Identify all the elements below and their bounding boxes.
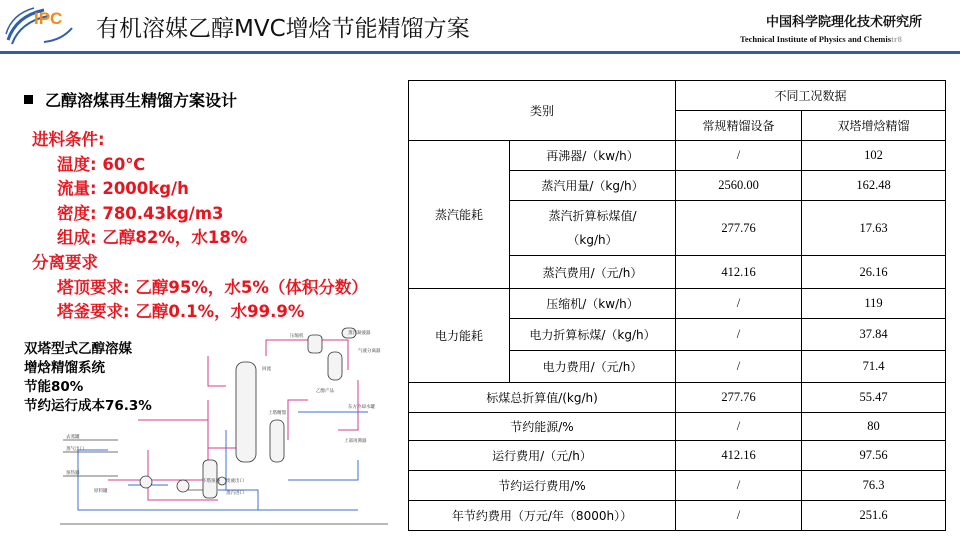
row-label: 蒸汽折算标煤值/（kg/h） bbox=[510, 201, 676, 256]
group-steam: 蒸汽能耗 bbox=[409, 141, 510, 289]
organization-name-cn: 中国科学院理化技术研究所 bbox=[765, 15, 922, 30]
separation-heading: 分离要求 bbox=[32, 252, 98, 272]
feed-conditions bbox=[32, 128, 368, 325]
row-label: 节约能源/% bbox=[409, 413, 676, 441]
diagram-label: 东方冷却水罐 bbox=[348, 405, 375, 410]
feed-composition: 组成: 乙醇82%，水18% bbox=[57, 228, 248, 248]
cell-mvc: 251.6 bbox=[802, 501, 946, 531]
cell-conventional: 2560.00 bbox=[676, 171, 802, 201]
diagram-label: 蒸气出口 bbox=[66, 447, 84, 452]
diagram-label: 去蒸罐 bbox=[66, 435, 80, 440]
diagram-label: 蒸汽凝液器 bbox=[348, 331, 371, 336]
row-label: 蒸汽费用/（元/h） bbox=[510, 256, 676, 289]
diagram-label: 上塔精馏 bbox=[268, 411, 286, 416]
summary-line: 节能80% bbox=[24, 379, 84, 395]
header-group: 不同工况数据 bbox=[676, 81, 946, 111]
header-divider bbox=[0, 51, 960, 54]
diagram-label: 下塔预热 bbox=[202, 479, 220, 484]
cell-conventional: 277.76 bbox=[676, 383, 802, 413]
row-label: 压缩机/（kw/h） bbox=[510, 289, 676, 319]
cell-conventional: / bbox=[676, 289, 802, 319]
bottom-requirement: 塔釜要求: 乙醇0.1%，水99.9% bbox=[57, 302, 305, 322]
cell-mvc: 37.84 bbox=[802, 319, 946, 351]
header-category: 类别 bbox=[409, 81, 676, 141]
section-title bbox=[24, 88, 237, 111]
cell-conventional: / bbox=[676, 319, 802, 351]
row-label: 运行费用/（元/h） bbox=[409, 441, 676, 471]
feed-density: 密度: 780.43kg/m3 bbox=[57, 203, 224, 223]
summary-line: 节约运行成本76.3% bbox=[24, 398, 152, 414]
cell-mvc: 71.4 bbox=[802, 351, 946, 383]
row-label: 标煤总折算值/(kg/h) bbox=[409, 383, 676, 413]
summary-line: 双塔型式乙醇溶媒 bbox=[24, 341, 132, 357]
system-summary bbox=[24, 340, 152, 416]
feed-temperature: 温度: 60℃ bbox=[57, 154, 146, 174]
comparison-table bbox=[408, 80, 946, 531]
feed-heading: 进料条件: bbox=[32, 130, 105, 149]
header-col-mvc: 双塔增焓精馏 bbox=[802, 111, 946, 141]
row-label: 电力折算标煤/（kg/h） bbox=[510, 319, 676, 351]
cell-mvc: 76.3 bbox=[802, 471, 946, 501]
top-requirement: 塔顶要求: 乙醇95%，水5%（体积分数） bbox=[57, 277, 368, 297]
diagram-label: 气液分离器 bbox=[358, 349, 381, 354]
diagram-label: 乙醇产品 bbox=[316, 389, 334, 394]
group-power: 电力能耗 bbox=[409, 289, 510, 383]
cell-mvc: 26.16 bbox=[802, 256, 946, 289]
cell-conventional: 412.16 bbox=[676, 441, 802, 471]
diagram-label: 原料罐 bbox=[94, 489, 108, 494]
cell-conventional: / bbox=[676, 501, 802, 531]
cell-mvc: 80 bbox=[802, 413, 946, 441]
diagram-label: 预热器 bbox=[66, 471, 80, 476]
diagram-label: 废液出口 bbox=[226, 479, 244, 484]
cell-conventional: / bbox=[676, 413, 802, 441]
cell-mvc: 97.56 bbox=[802, 441, 946, 471]
page-title: 有机溶媒乙醇MVC增焓节能精馏方案 bbox=[96, 16, 470, 42]
cell-mvc: 119 bbox=[802, 289, 946, 319]
org-en-tail: tr8 bbox=[891, 34, 902, 44]
row-label: 再沸器/（kw/h） bbox=[510, 141, 676, 171]
cell-mvc: 102 bbox=[802, 141, 946, 171]
cell-mvc: 162.48 bbox=[802, 171, 946, 201]
cell-conventional: / bbox=[676, 141, 802, 171]
slide-header bbox=[0, 0, 960, 52]
logo-text: IPC bbox=[34, 9, 63, 28]
cell-conventional: 412.16 bbox=[676, 256, 802, 289]
section-title-text: 乙醇溶煤再生精馏方案设计 bbox=[45, 91, 238, 110]
diagram-label: 回流 bbox=[262, 367, 271, 372]
summary-line: 增焓精馏系统 bbox=[24, 360, 105, 376]
row-label: 年节约费用（万元/年（8000h）） bbox=[409, 501, 676, 531]
org-en-main: Technical Institute of Physics and Chemis bbox=[740, 34, 892, 44]
header-col-conventional: 常规精馏设备 bbox=[676, 111, 802, 141]
cell-conventional: 277.76 bbox=[676, 201, 802, 256]
diagram-label: 蒸汽进口 bbox=[226, 491, 244, 496]
cell-conventional: / bbox=[676, 471, 802, 501]
cell-mvc: 17.63 bbox=[802, 201, 946, 256]
row-label: 蒸汽用量/（kg/h） bbox=[510, 171, 676, 201]
organization-name-en bbox=[740, 34, 960, 44]
process-flow-diagram bbox=[58, 300, 393, 532]
diagram-label: 上部再沸器 bbox=[344, 439, 367, 444]
row-label: 节约运行费用/% bbox=[409, 471, 676, 501]
row-label: 电力费用/（元/h） bbox=[510, 351, 676, 383]
square-bullet-icon bbox=[24, 95, 33, 104]
diagram-label: 压缩机 bbox=[290, 334, 304, 339]
feed-flow: 流量: 2000kg/h bbox=[57, 179, 189, 199]
cell-conventional: / bbox=[676, 351, 802, 383]
cell-mvc: 55.47 bbox=[802, 383, 946, 413]
